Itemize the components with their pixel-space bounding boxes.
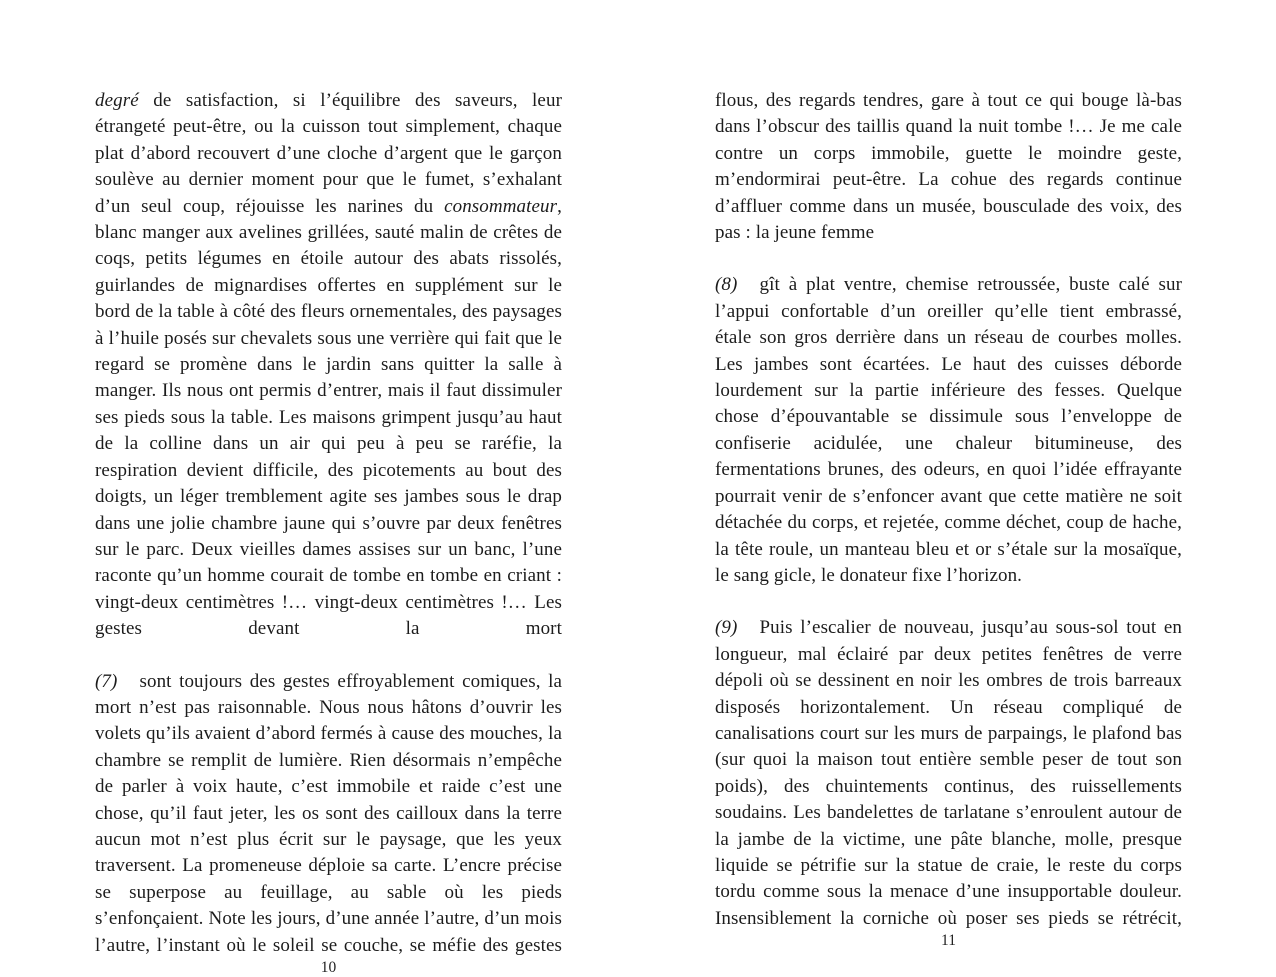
- page-right: [715, 88, 1182, 950]
- page-right-text: [715, 88, 1182, 932]
- paragraph: [715, 88, 1182, 246]
- text-run: gît à plat ventre, chemise retroussée, buste calé sur l’appui confortable d’un oreiller qu’elle tient embrassé, étale son gros derrière dans un réseau de courbes molles. Les jambes sont écartées. Le haut des cuisses déborde lourdement sur la partie inférieure des fesses. Quelque chose d’épouvantable se dissimule sous l’enveloppe de confiserie acidulée, une chaleur bitumineuse, des fermentations brunes, des odeurs, en quoi l’idée effrayante pourrait venir de s’enfoncer avant que cette matière ne soit détachée du corps, et rejetée, comme déchet, coup de hache, la tête roule, un manteau bleu et or s’étale sur la mosaïque, le sang gicle, le donateur fixe l’horizon.: [715, 274, 1182, 586]
- text-run: Puis l’escalier de nouveau, jusqu’au sous-sol tout en longueur, mal éclairé par deux petites fenêtres de verre dépoli où se dessinent en noir les ombres de trois barreaux disposés horizontalement. Un réseau compliqué de canalisations court sur les murs de parpaings, le plafond bas (sur quoi la maison tout entière semble peser de tout son poids), des chuintements continus, des ruissellements soudains. Les bandelettes de tarlatane s’enroulent autour de la jambe de la victime, une pâte blanche, molle, presque liquide se pétrifie sur la statue de craie, le reste du corps tordu comme sous la menace d’une insupportable douleur. Insensiblement la corniche où poser ses pieds se rétrécit,: [715, 617, 1182, 929]
- text-run-italic: degré: [95, 90, 139, 111]
- text-run: , blanc manger aux avelines grillées, sauté malin de crêtes de coqs, petits légumes en étoile autour des abats rissolés, guirlandes de mignardises offertes en supplément sur le bord de la table à côté des fleurs ornementales, des paysages à l’huile posés sur chevalets sous une verrière qui fait que le regard se promène dans le jardin sans quitter la salle à manger. Ils nous ont permis d’entrer, mais il faut dissimuler ses pieds sous la table. Les maisons grimpent jusqu’au haut de la colline dans un air qui peu à peu se raréfie, la respiration devient difficile, des picotements au bout des doigts, un léger tremblement agite ses jambes sous le drap dans une jolie chambre jaune qui s’ouvre par deux fenêtres sur le parc. Deux vieilles dames assises sur un banc, l’une raconte qu’un homme courait de tombe en tombe en criant : vingt-deux centimètres !… vingt-deux centimètres !… Les gestes devant la mort: [95, 195, 562, 640]
- section-number: (7): [95, 670, 118, 692]
- text-run: de satisfaction, si l’équilibre des saveurs, leur étrangeté peut-être, ou la cuisson tout simplement, chaque plat d’abord recouvert d’une cloche d’argent que le garçon soulève au dernier moment pour que le fumet, s’exhalant d’un seul coup, réjouisse les narines du: [95, 90, 562, 217]
- text-run: sont toujours des gestes effroyablement comiques, la mort n’est pas raisonnable. Nous nous hâtons d’ouvrir les volets qu’ils avaient d’abord fermés à cause des mouches, la chambre se remplit de lumière. Rien désormais n’empêche de parler à voix haute, c’est immobile et raide c’est une chose, qu’il faut jeter, les os sont des cailloux dans la terre aucun mot n’est plus écrit sur le paysage, que les yeux traversent. La promeneuse déploie sa carte. L’encre précise se superpose au feuillage, au sable où les pieds s’enfonçaient. Note les jours, d’une année l’autre, d’un mois l’autre, l’instant où le soleil se couche, se méfie des gestes: [95, 670, 562, 956]
- paragraph: [95, 88, 562, 643]
- page-number-right: 11: [941, 932, 956, 950]
- section-number: (8): [715, 274, 738, 296]
- page-left: [95, 88, 562, 976]
- paragraph: [95, 669, 562, 959]
- section-number: (9): [715, 617, 738, 639]
- paragraph: [715, 272, 1182, 589]
- paragraph: [715, 615, 1182, 932]
- page-left-text: [95, 88, 562, 959]
- page-number-left: 10: [320, 959, 337, 976]
- text-run: flous, des regards tendres, gare à tout ce qui bouge là-bas dans l’obscur des taillis quand la nuit tombe !… Je me cale contre un corps immobile, guette le moindre geste, m’endormirai peut-être. La cohue des regards continue d’affluer comme dans un musée, bousculade des voix, des pas : la jeune femme: [715, 90, 1182, 244]
- text-run-italic: consommateur: [444, 195, 558, 217]
